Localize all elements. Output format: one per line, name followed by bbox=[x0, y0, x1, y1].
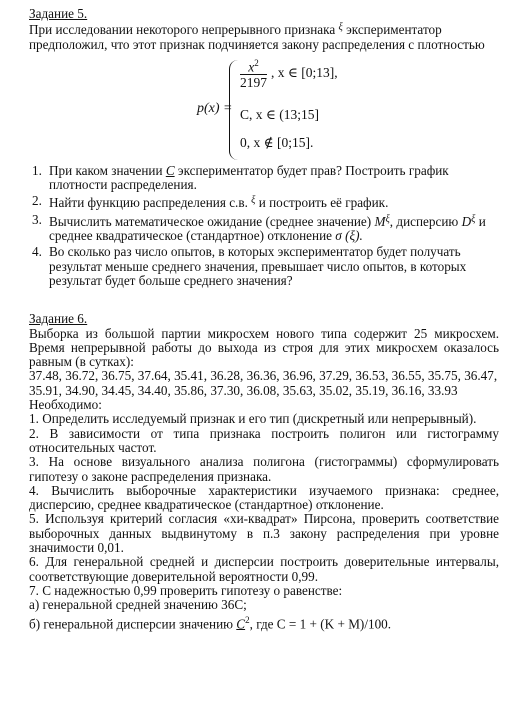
case1-condition: , x ∈ [0;13], bbox=[271, 64, 338, 80]
task6-item-4: 4. Вычислить выборочные характеристики изучаемого признака: среднее, дисперсию, среднее квадратическое (стандартное) отклонение. bbox=[29, 482, 499, 513]
task5-questions bbox=[29, 164, 499, 288]
task6-item-3: 3. На основе визуального анализа полигона (гистограммы) сформулировать гипотезу о законе распределения признака. bbox=[29, 454, 499, 484]
task6-item-6: 6. Для генеральной средней и дисперсии построить доверительные интервалы, соответствующие доверительной вероятности 0,99. bbox=[29, 554, 499, 584]
formula-fraction bbox=[240, 56, 267, 92]
formula-case-3: 0, x ∉ [0;15]. bbox=[240, 134, 314, 150]
xi-symbol: ξ bbox=[471, 213, 476, 225]
task6-item-2: 2. В зависимости от типа признака построить полигон или гистограмму относительных частот. bbox=[29, 425, 499, 455]
task6-heading: Задание 6. bbox=[29, 311, 88, 327]
question-2: 2. Найти функцию распределения с.в. $^\xi$ и построить её график. bbox=[32, 193, 389, 211]
formula-lhs: p(x) = bbox=[197, 100, 233, 116]
formula-case-1 bbox=[240, 56, 338, 92]
formula-case-2: C, x ∈ (13;15] bbox=[240, 106, 319, 122]
sigma-symbol: σ (ξ). bbox=[335, 228, 363, 244]
xi-symbol: ξ bbox=[251, 195, 256, 207]
question-3: 3. Вычислить математическое ожидание (среднее значение) $M^\xi$, дисперсию $D^\xi$ и среднее квадратическое (стандартное) отклонение σ (ξ). bbox=[32, 211, 486, 244]
frac-exponent: 2 bbox=[254, 57, 259, 68]
task6-item-1: 1. Определить исследуемый признак и его тип (дискретный или непрерывный). bbox=[29, 411, 477, 427]
task6-sample-values: 37.48, 36.72, 36.75, 37.64, 35.41, 36.28, 36.36, 36.96, 37.29, 36.53, 36.55, 35.75, 36.47, 35.91, 34.90, 34.45, 34.40, 35.86, 37.30, 36.08, 35.63, 35.02, 35.19, 36.16, 33.93 bbox=[29, 368, 498, 398]
question-4: 4. Во сколько раз число опытов, в которых экспериментатор будет получать результат меньше среднего значения, превышает число опытов, в которых результат будет больше среднего значения? bbox=[32, 244, 467, 288]
frac-numerator: x bbox=[248, 59, 255, 75]
var-c: C bbox=[165, 162, 175, 178]
frac-denominator: 2197 bbox=[240, 75, 267, 91]
task6-item-7: 7. С надежностью 0,99 проверить гипотезу о равенстве: bbox=[29, 582, 343, 598]
variance-symbol: D bbox=[461, 213, 472, 229]
task6-item-5: 5. Используя критерий согласия «хи-квадрат» Пирсона, проверить соответствие выборочных данных выдвинутому в п.3 закону распределения при уровне значимости 0,01. bbox=[29, 511, 499, 556]
density-formula bbox=[29, 56, 499, 164]
document-page bbox=[29, 7, 499, 631]
formula-brace bbox=[229, 60, 238, 160]
task5-heading: Задание 5. bbox=[29, 6, 88, 21]
task5-intro bbox=[29, 21, 499, 52]
var-c: C bbox=[236, 615, 246, 631]
task5-intro-part1: При исследовании некоторого непрерывного признака bbox=[29, 22, 336, 38]
task5-intro-part2: экспериментатор предположил, что этот признак подчиняется закону распределения с плотностью bbox=[29, 22, 485, 52]
task6-sub-a: а) генеральной средней значению 36C; bbox=[29, 597, 247, 613]
task6-needed: Необходимо: bbox=[29, 397, 102, 413]
expectation-symbol: M bbox=[374, 213, 386, 229]
question-1: 1. При каком значении C экспериментатор будет прав? Построить график плотности распределения. bbox=[32, 162, 449, 193]
task6-intro: Выборка из большой партии микросхем нового типа содержит 25 микросхем. Время непрерывной работы до выхода из строя для этих микросхем оказалось равным (в сутках): bbox=[29, 325, 499, 370]
exponent: 2 bbox=[245, 614, 250, 625]
task6-sub-b: б) генеральной дисперсии значению $C^2$, где C = 1 + (K + M)/100. bbox=[29, 614, 392, 631]
xi-symbol: ξ bbox=[338, 22, 343, 34]
xi-symbol: ξ bbox=[385, 213, 390, 225]
